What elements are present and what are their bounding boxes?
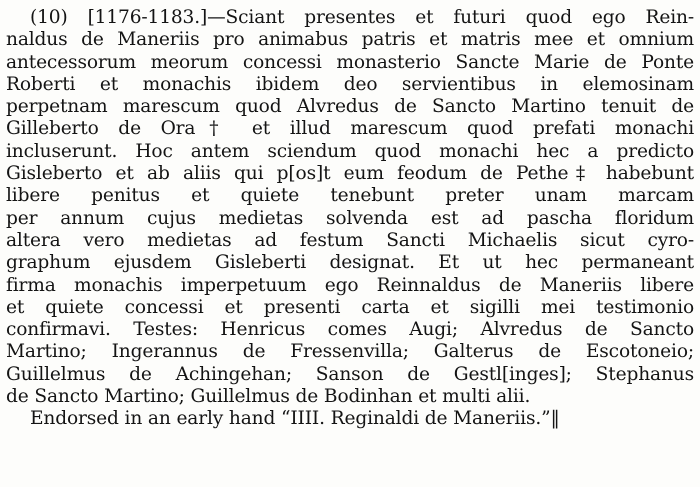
charter-line-18: de Sancto Martino; Guillelmus de Bodinhan et multi alii. xyxy=(6,386,531,408)
charter-line-10: per annum cujus medietas solvenda est ad pascha floridum xyxy=(6,207,694,229)
charter-text xyxy=(6,7,694,431)
charter-line-8: Gisleberto et ab aliis qui p[os]t eum feodum de Pethe‡ habebunt xyxy=(6,163,694,185)
charter-line-1 xyxy=(6,7,694,29)
charter-number: (10) xyxy=(30,7,68,28)
charter-line-2: naldus de Maneriis pro animabus patris et matris mee et omnium xyxy=(6,29,694,51)
charter-line-7: incluserunt. Hoc antem sciendum quod monachi hec a predicto xyxy=(6,140,694,162)
charter-line-11: altera vero medietas ad festum Sancti Michaelis sicut cyro- xyxy=(6,229,694,251)
charter-line-1-text: —Sciant presentes et futuri quod ego Rein- xyxy=(207,7,695,28)
charter-line-13: firma monachis imperpetuum ego Reinnaldus de Maneriis libere xyxy=(6,274,694,296)
charter-date: [1176-1183.] xyxy=(87,7,208,28)
charter-line-12: graphum ejusdem Gisleberti designat. Et ut hec permaneant xyxy=(6,252,694,274)
endorsement-line: Endorsed in an early hand “IIII. Reginaldi de Maneriis.”‖ xyxy=(30,408,560,430)
charter-line-16: Martino; Ingerannus de Fressenvilla; Galterus de Escotoneio; xyxy=(6,341,694,363)
charter-line-17: Guillelmus de Achingehan; Sanson de Gestl[inges]; Stephanus xyxy=(6,363,694,385)
charter-line-6: Gilleberto de Ora† et illud marescum quod prefati monachi xyxy=(6,118,694,140)
charter-line-3: antecessorum meorum concessi monasterio Sancte Marie de Ponte xyxy=(6,51,694,73)
charter-line-15: confirmavi. Testes: Henricus comes Augi; Alvredus de Sancto xyxy=(6,319,694,341)
charter-line-9: libere penitus et quiete tenebunt preter unam marcam xyxy=(6,185,694,207)
charter-line-4: Roberti et monachis ibidem deo servientibus in elemosinam xyxy=(6,73,694,95)
charter-line-14: et quiete concessi et presenti carta et sigilli mei testimonio xyxy=(6,296,694,318)
charter-line-5: perpetnam marescum quod Alvredus de Sancto Martino tenuit de xyxy=(6,96,694,118)
